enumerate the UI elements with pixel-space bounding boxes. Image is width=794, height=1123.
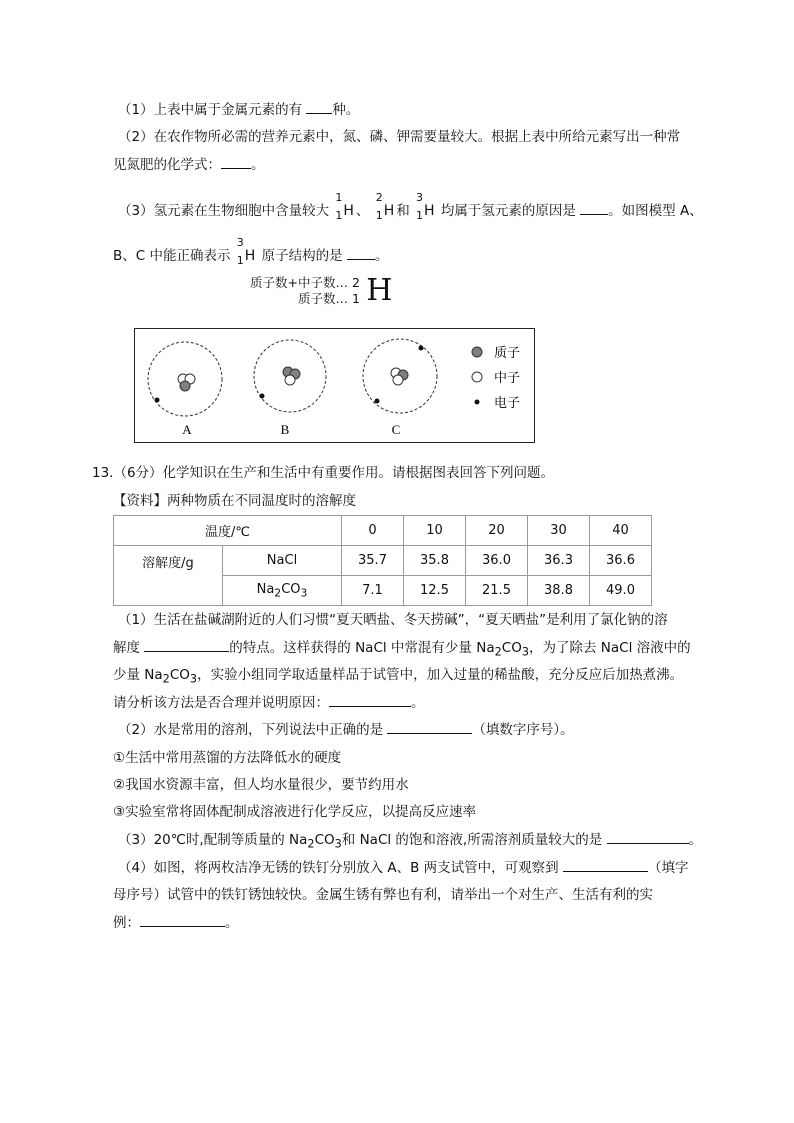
q12-part1-text: （1）上表中属于金属元素的有: [118, 102, 307, 118]
q13-part1-line3: 少量 $Na_2CO_3$，实验小组同学取适量样品于试管中，加入过量的稀盐酸，充分反应后加热煮沸。: [113, 667, 684, 686]
table-cell: 12.5: [404, 576, 466, 606]
model-label-a: A: [182, 422, 192, 437]
q12-part3-mid: 均属于氢元素的原因是: [440, 203, 581, 219]
notation-proton-label: 质子数… 1: [297, 290, 360, 306]
isotope-h2: 2 1 H: [375, 191, 395, 222]
model-label-b: B: [280, 422, 290, 437]
legend-proton: 质子: [494, 346, 521, 361]
table-cell: 35.7: [342, 546, 404, 576]
table-cell: 21.5: [466, 576, 528, 606]
q12-part3-line2-mid: 原子结构的是: [261, 248, 347, 264]
table-cell: 10: [404, 516, 466, 546]
isotope-h3-inline: 3 1 H: [236, 236, 256, 267]
table-cell: 35.8: [404, 546, 466, 576]
table-cell: 0: [342, 516, 404, 546]
q13-option-1: ①生活中常用蒸馏的方法降低水的硬度: [113, 750, 342, 766]
answer-blank[interactable]: [306, 101, 332, 114]
model-label-c: C: [391, 422, 401, 437]
answer-blank[interactable]: [580, 202, 608, 215]
q12-part1: [118, 98, 359, 118]
model-a: [148, 342, 222, 437]
table-cell: 7.1: [342, 576, 404, 606]
atom-models-figure: [134, 328, 535, 443]
table-cell: 40: [590, 516, 652, 546]
legend-electron: 电子: [494, 396, 521, 411]
model-b: [254, 340, 326, 437]
q13-part1-line2: 解度 的特点。这样获得的 NaCl 中常混有少量 $Na_2CO_3$，为了除去 NaCl 溶液中的: [113, 640, 691, 659]
q12-part3-line1: （3）氢元素在生物细胞中含量较大 1 1 H 、 2 1 H 和 3 1 H 均属于氢元素的原因是 。如图模型 A、: [118, 191, 703, 222]
answer-blank[interactable]: [144, 639, 229, 652]
isotope-h3: 3 1 H: [416, 191, 435, 222]
table-row: [114, 516, 652, 546]
legend-neutron: 中子: [494, 371, 521, 386]
answer-blank[interactable]: [387, 721, 472, 734]
q13-part1-line1: （1）生活在盐碱湖附近的人们习惯“夏天晒盐、冬天捞碱”，“夏天晒盐”是利用了氯化钠的溶: [118, 612, 668, 628]
table-cell: 30: [528, 516, 590, 546]
table-cell: 38.8: [528, 576, 590, 606]
table-cell: 36.6: [590, 546, 652, 576]
q13-part4-line2: 母序号）试管中的铁钉锈蚀较快。金属生锈有弊也有利，请举出一个对生产、生活有利的实: [113, 887, 653, 903]
q13-resource: 【资料】两种物质在不同温度时的溶解度: [113, 493, 356, 509]
answer-blank[interactable]: [329, 694, 411, 707]
table-cell: 溶解度/g: [114, 546, 223, 606]
table-cell: 20: [466, 516, 528, 546]
table-cell: 36.3: [528, 546, 590, 576]
q12-part3-end: 。如图模型 A、: [608, 203, 703, 219]
answer-blank[interactable]: [347, 247, 375, 260]
answer-blank[interactable]: [607, 831, 689, 844]
notation-mass-label: 质子数+中子数… 2: [250, 274, 360, 290]
q13-option-2: ②我国水资源丰富，但人均水量很少，要节约用水: [113, 777, 409, 793]
table-row: [114, 546, 652, 576]
q13-part4-line3: 例： 。: [113, 915, 239, 931]
q12-part2-line2: [113, 153, 265, 173]
nuclide-notation: [250, 273, 392, 308]
q12-part3-text: （3）氢元素在生物细胞中含量较大: [118, 203, 330, 219]
table-cell: 温度/℃: [114, 516, 342, 546]
q12-part2-end: 。: [251, 157, 265, 173]
solubility-table: [113, 515, 652, 606]
q13-option-3: ③实验室常将固体配制成溶液进行化学反应，以提高反应速率: [113, 804, 477, 820]
legend: [472, 346, 520, 411]
model-c: [363, 339, 437, 437]
q12-part1-end: 种。: [332, 102, 360, 118]
table-cell: 49.0: [590, 576, 652, 606]
q13-title: 13.（6分）化学知识在生产和生活中有重要作用。请根据图表回答下列问题。: [92, 465, 555, 481]
notation-symbol: H: [366, 273, 393, 308]
q12-part2-line1: （2）在农作物所必需的营养元素中，氮、磷、钾需要量较大。根据上表中所给元素写出一种常: [118, 129, 681, 145]
q13-part4-line1: （4）如图，将两枚洁净无锈的铁钉分别放入 A、B 两支试管中，可观察到 （填字: [118, 860, 689, 876]
table-cell: NaCl: [223, 546, 342, 576]
answer-blank[interactable]: [563, 859, 648, 872]
q12-part2-text: 见氮肥的化学式：: [113, 157, 221, 173]
q12-part3-line2: B、C 中能正确表示 3 1 H 原子结构的是 。: [113, 236, 389, 267]
answer-blank[interactable]: [221, 156, 251, 169]
q13-part1-line4: 请分析该方法是否合理并说明原因： 。: [113, 695, 425, 711]
table-cell: $Na_2CO_3$: [223, 576, 342, 606]
atom-models-svg: [135, 329, 534, 442]
isotope-h1: 1 1 H: [335, 191, 354, 222]
answer-blank[interactable]: [140, 914, 225, 927]
q13-part3: （3）20℃时,配制等质量的 $Na_2CO_3$和 NaCl 的饱和溶液,所需溶剂质量较大的是 。: [118, 832, 703, 851]
table-cell: 36.0: [466, 546, 528, 576]
q13-part2: （2）水是常用的溶剂，下列说法中正确的是 （填数字序号）。: [118, 722, 574, 738]
q12-part3-line2-text: B、C 中能正确表示: [113, 248, 231, 264]
